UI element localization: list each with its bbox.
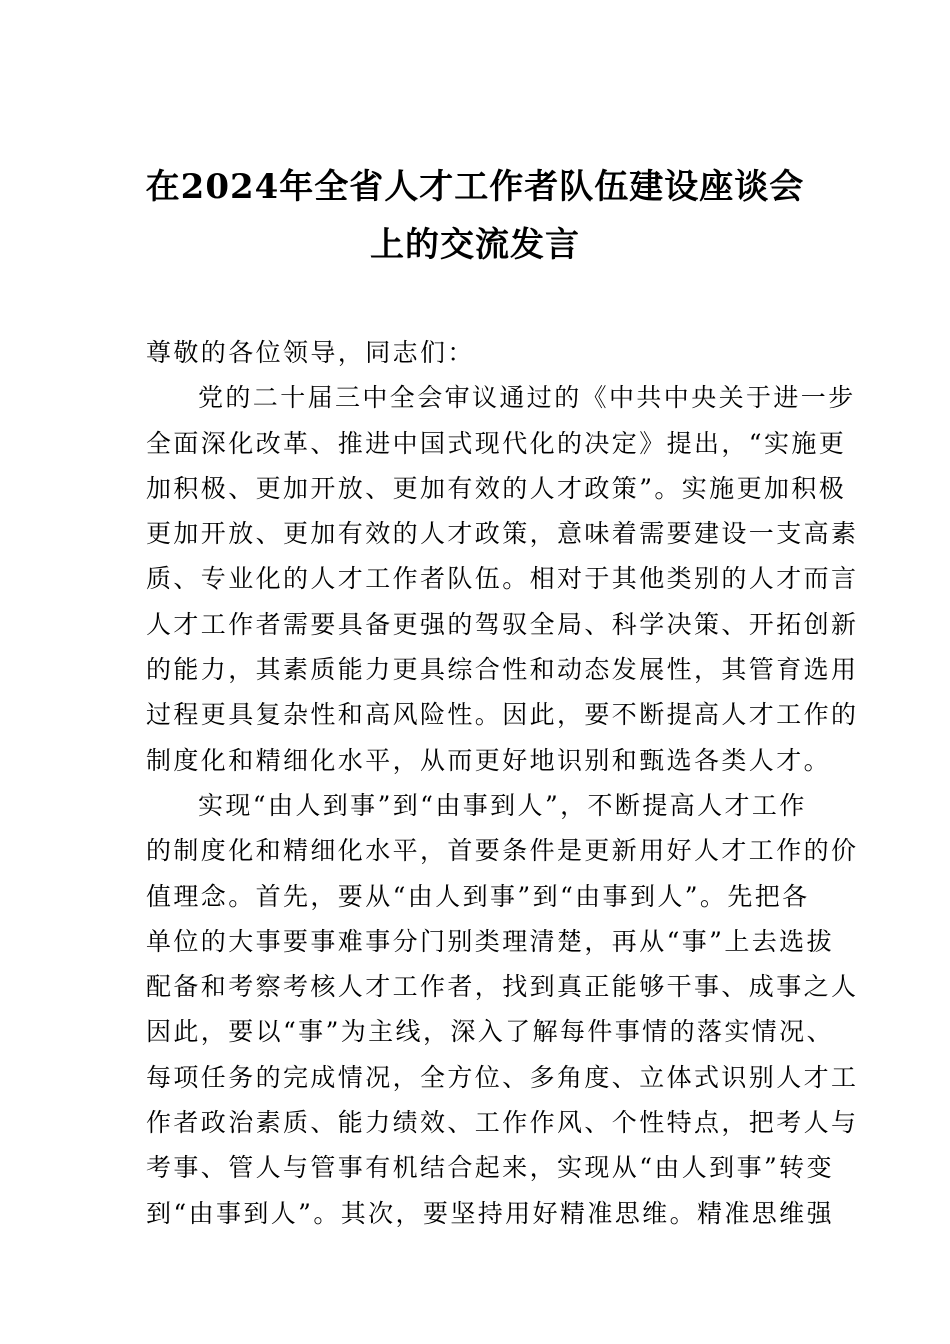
document-title: [120, 158, 830, 274]
salutation: 尊敬的各位领导，同志们：: [146, 338, 475, 367]
paragraph-1-line: 加积极、更加开放、更加有效的人才政策”。实施更加积极: [146, 473, 847, 503]
paragraph-2-line: 作者政治素质、能力绩效、工作作风、个性特点，把考人与: [146, 1108, 859, 1138]
paragraph-1-line: 质、专业化的人才工作者队伍。相对于其他类别的人才而言: [146, 564, 859, 594]
title-line-1: 在2024年全省人才工作者队伍建设座谈会: [145, 167, 805, 207]
paragraph-1-line: 制度化和精细化水平，从而更好地识别和甄选各类人才。: [146, 745, 832, 775]
title-line-2: 上的交流发言: [370, 225, 580, 265]
paragraph-1-line: 的能力，其素质能力更具综合性和动态发展性，其管育选用: [146, 655, 859, 685]
paragraph-2-line: 因此，要以“事”为主线，深入了解每件事情的落实情况、: [146, 1017, 834, 1047]
paragraph-1-line: 全面深化改革、推进中国式现代化的决定》提出，“实施更: [146, 428, 847, 458]
paragraph-2-line: 的制度化和精细化水平，首要条件是更新用好人才工作的价: [146, 836, 859, 866]
document-body: [146, 330, 859, 1236]
paragraph-2-line: 值理念。首先，要从“由人到事”到“由事到人”。先把各: [146, 881, 810, 911]
paragraph-2-line: 单位的大事要事难事分门别类理清楚，再从“事”上去选拔: [146, 926, 834, 956]
paragraph-1-line: 党的二十届三中全会审议通过的《中共中央关于进一步: [198, 383, 856, 413]
paragraph-2-line: 每项任务的完成情况，全方位、多角度、立体式识别人才工: [146, 1062, 859, 1092]
paragraph-1-line: 过程更具复杂性和高风险性。因此，要不断提高人才工作的: [146, 700, 859, 730]
paragraph-2-line: 考事、管人与管事有机结合起来，实现从“由人到事”转变: [146, 1153, 834, 1183]
paragraph-1-line: 人才工作者需要具备更强的驾驭全局、科学决策、开拓创新: [146, 609, 859, 639]
paragraph-2-line: 实现“由人到事”到“由事到人”，不断提高人才工作: [198, 790, 807, 820]
paragraph-2-line: 到“由事到人”。其次，要坚持用好精准思维。精准思维强: [146, 1198, 834, 1228]
paragraph-2-line: 配备和考察考核人才工作者，找到真正能够干事、成事之人: [146, 972, 859, 1002]
paragraph-1-line: 更加开放、更加有效的人才政策，意味着需要建设一支高素: [146, 519, 859, 549]
